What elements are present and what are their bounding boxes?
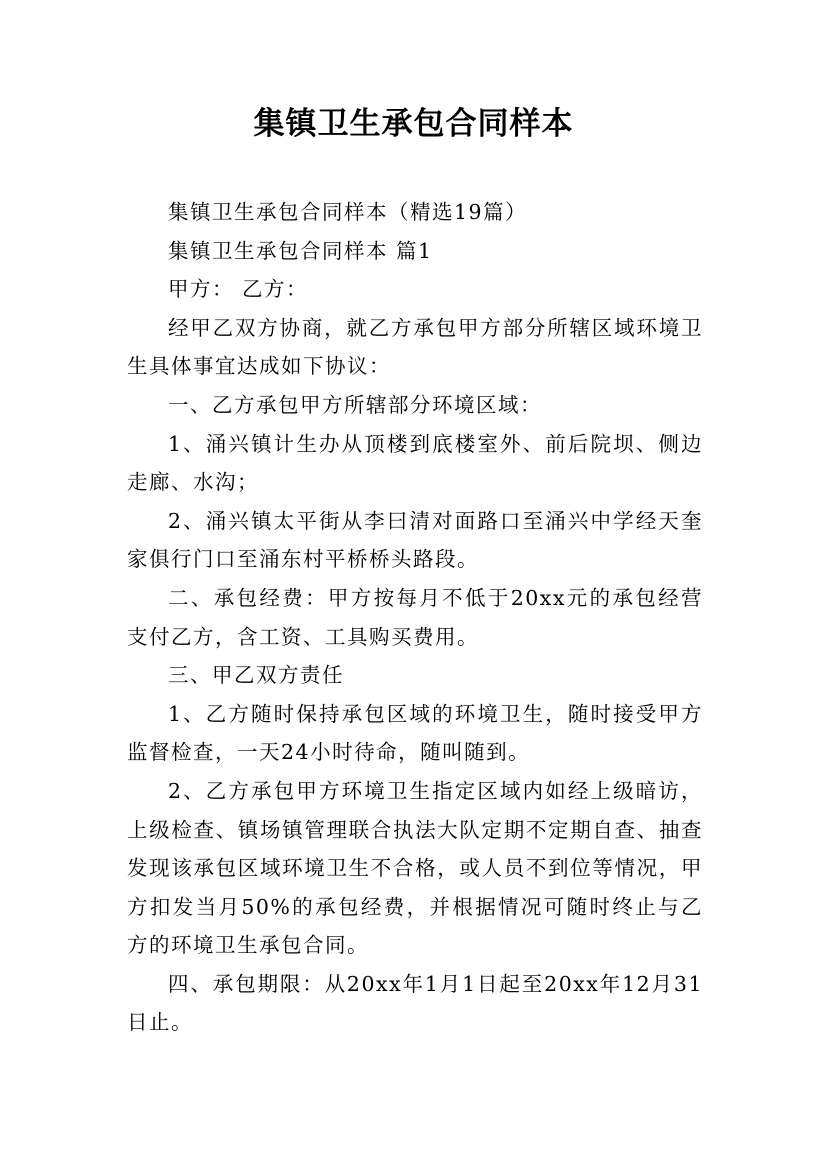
paragraph-clause-3-item-2: 2、乙方承包甲方环境卫生指定区域内如经上级暗访，上级检查、镇场镇管理联合执法大队定期不定期自查、抽查发现该承包区域环境卫生不合格，或人员不到位等情况，甲方扣发当月50%的承包经费，并根据情况可随时终止与乙方的环境卫生承包合同。: [127, 778, 703, 958]
paragraph-clause-4: 四、承包期限：从20xx年1月1日起至20xx年12月31日止。: [127, 971, 703, 1035]
paragraph-subtitle: 集镇卫生承包合同样本（精选19篇）: [168, 200, 528, 224]
paragraph-clause-1-item-1: 1、涌兴镇计生办从顶楼到底楼室外、前后院坝、侧边走廊、水沟；: [127, 431, 703, 495]
paragraph-clause-3-item-1: 1、乙方随时保持承包区域的环境卫生，随时接受甲方监督检查，一天24小时待命，随叫随到。: [127, 701, 703, 765]
paragraph-clause-3: 三、甲乙双方责任: [168, 663, 344, 688]
paragraph-intro: 经甲乙双方协商，就乙方承包甲方部分所辖区域环境卫生具体事宜达成如下协议：: [127, 315, 703, 379]
paragraph-clause-2: 二、承包经费：甲方按每月不低于20xx元的承包经营支付乙方，含工资、工具购买费用。: [127, 585, 703, 649]
document-body: [127, 193, 703, 1042]
paragraph-section-heading: 集镇卫生承包合同样本 篇1: [168, 238, 433, 263]
paragraph-clause-1: 一、乙方承包甲方所辖部分环境区域：: [168, 392, 542, 417]
paragraph-parties: 甲方： 乙方：: [168, 277, 309, 302]
document-title: 集镇卫生承包合同样本: [253, 106, 574, 142]
paragraph-clause-1-item-2: 2、涌兴镇太平街从李曰清对面路口至涌兴中学经天奎家俱行门口至涌东村平桥桥头路段。: [127, 508, 703, 572]
